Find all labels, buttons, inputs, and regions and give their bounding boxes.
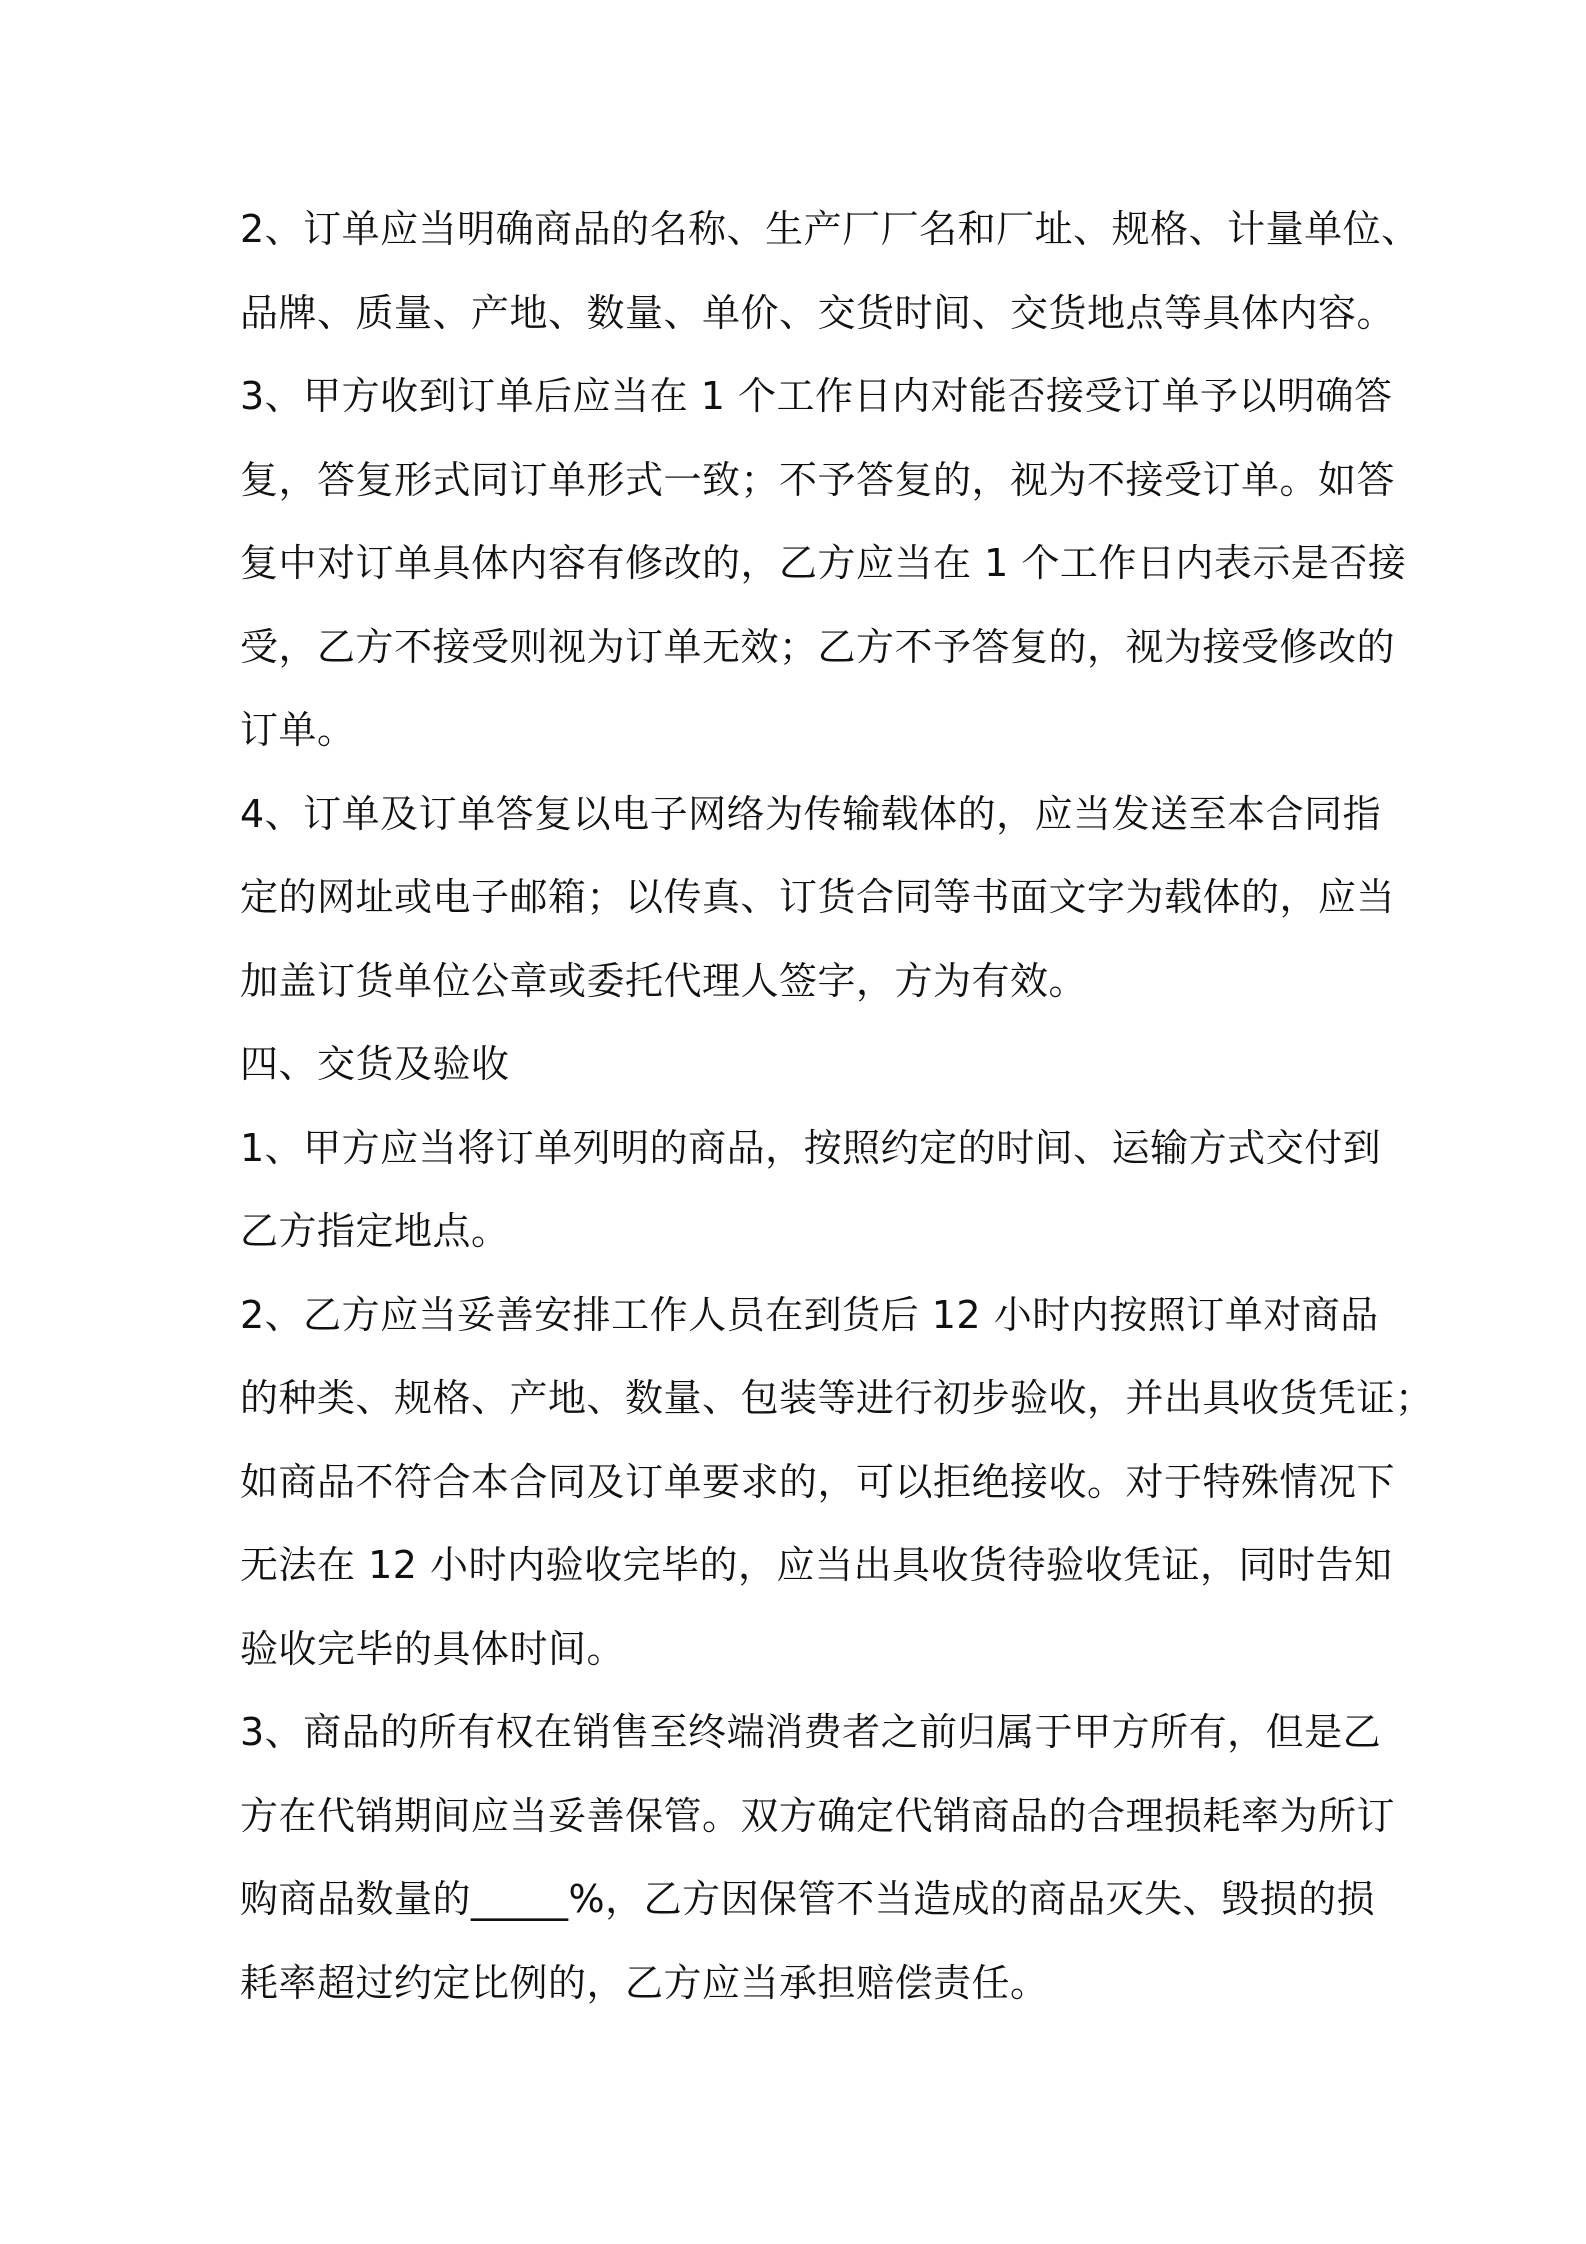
text-line: 2、乙方应当妥善安排工作人员在到货后 12 小时内按照订单对商品 — [240, 1292, 1379, 1337]
text-line: 3、甲方收到订单后应当在 1 个工作日内对能否接受订单予以明确答 — [240, 374, 1393, 418]
text-line: 购商品数量的_____%，乙方因保管不当造成的商品灭失、毁损的损 — [240, 1877, 1376, 1921]
text-line: 3、商品的所有权在销售至终端消费者之前归属于甲方所有，但是乙 — [240, 1710, 1382, 1754]
text-line: 加盖订货单位公章或委托代理人签字，方为有效。 — [240, 958, 1088, 1003]
text-line: 定的网址或电子邮箱；以传真、订货合同等书面文字为载体的，应当 — [240, 875, 1396, 919]
text-line: 品牌、质量、产地、数量、单价、交货时间、交货地点等具体内容。 — [240, 290, 1396, 335]
section-heading: 四、交货及验收 — [240, 1042, 510, 1086]
text-line: 受，乙方不接受则视为订单无效；乙方不予答复的，视为接受修改的 — [240, 624, 1396, 669]
text-line: 2、订单应当明确商品的名称、生产厂厂名和厂址、规格、计量单位、 — [240, 207, 1420, 251]
text-line: 方在代销期间应当妥善保管。双方确定代销商品的合理损耗率为所订 — [240, 1793, 1396, 1838]
text-line: 验收完毕的具体时间。 — [240, 1626, 626, 1671]
text-line: 4、订单及订单答复以电子网络为传输载体的，应当发送至本合同指 — [240, 791, 1382, 836]
text-line: 乙方指定地点。 — [240, 1209, 510, 1253]
text-line: 复，答复形式同订单形式一致；不予答复的，视为不接受订单。如答 — [240, 457, 1396, 502]
text-line: 耗率超过约定比例的，乙方应当承担赔偿责任。 — [240, 1960, 1049, 2005]
text-line: 复中对订单具体内容有修改的，乙方应当在 1 个工作日内表示是否接 — [240, 541, 1407, 585]
text-line: 1、甲方应当将订单列明的商品，按照约定的时间、运输方式交付到 — [240, 1125, 1382, 1170]
text-line: 订单。 — [240, 708, 356, 752]
text-line: 如商品不符合本合同及订单要求的，可以拒绝接收。对于特殊情况下 — [240, 1459, 1396, 1504]
contract-text — [240, 188, 1434, 2025]
text-line: 的种类、规格、产地、数量、包装等进行初步验收，并出具收货凭证； — [240, 1376, 1434, 1420]
text-line: 无法在 12 小时内验收完毕的，应当出具收货待验收凭证，同时告知 — [240, 1543, 1393, 1587]
